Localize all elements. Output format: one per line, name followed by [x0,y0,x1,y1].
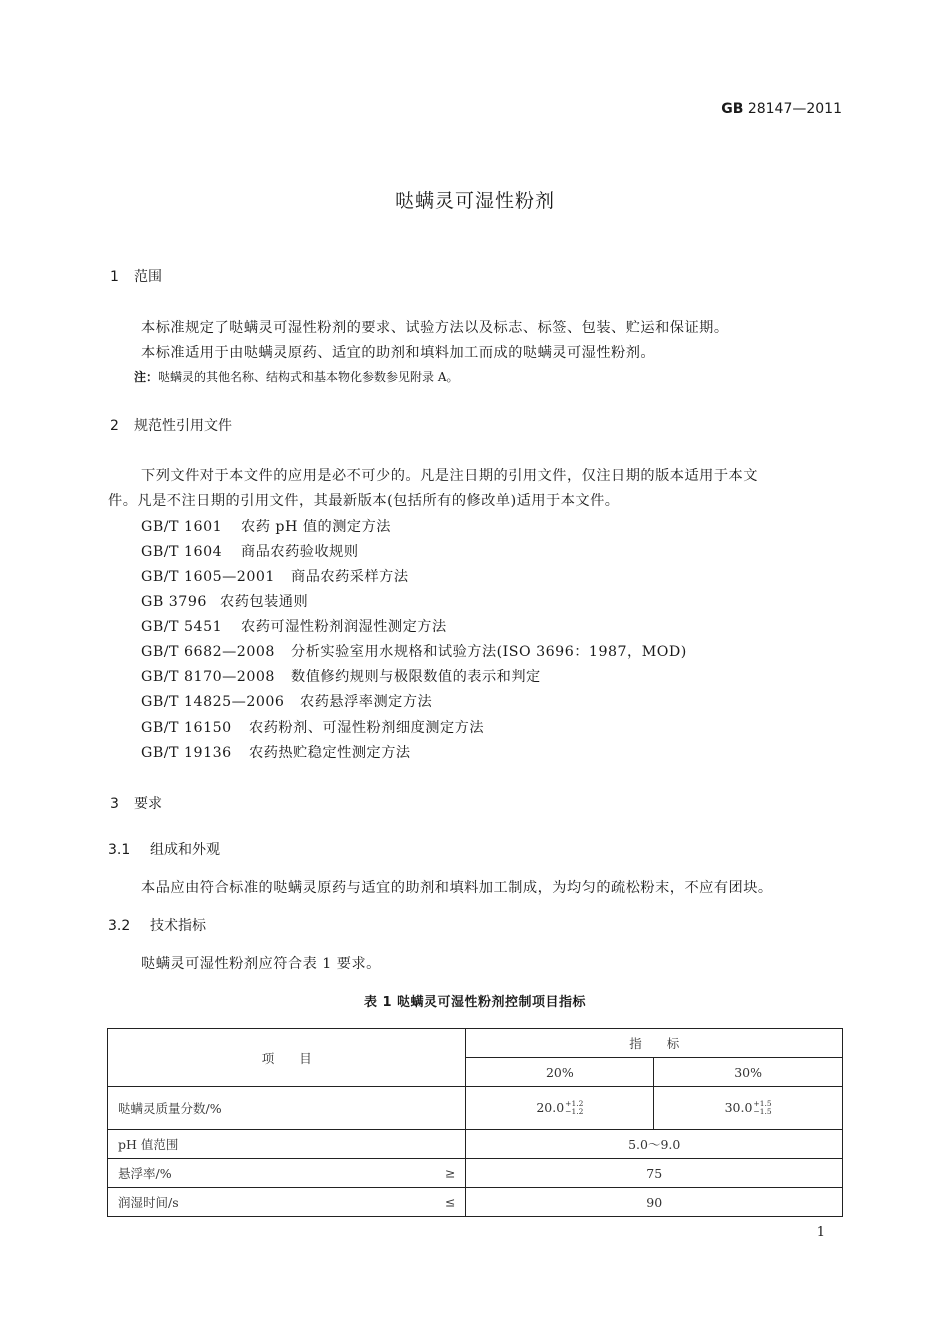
value-main: 20.0 [536,1099,565,1115]
ref-name: 农药悬浮率测定方法 [300,694,433,710]
ref-item [141,742,411,762]
ref-name: 商品农药采样方法 [291,569,409,585]
s1-note [134,368,459,385]
ref-code: GB/T 1601 [141,519,223,535]
s3-1-paragraph: 本品应由符合标准的哒螨灵原药与适宜的助剂和填料加工制成，为均匀的疏松粉末，不应有团块。 [141,880,773,896]
ref-code: GB/T 1604 [141,544,223,560]
ref-item [141,616,447,636]
s2-paragraph-line-2: 件。凡是不注日期的引用文件，其最新版本(包括所有的修改单)适用于本文件。 [108,493,620,509]
ref-name: 农药热贮稳定性测定方法 [249,745,411,761]
section-3-1-heading [108,839,220,859]
row-value: 75 [466,1159,843,1188]
tolerance [565,1100,583,1116]
ref-item [141,666,541,686]
section-3-2-heading [108,915,206,935]
table-row [108,1188,843,1217]
value-20-percent [466,1087,654,1130]
table-row [108,1130,843,1159]
ref-item [141,591,308,611]
standard-code: 28147—2011 [747,101,842,117]
section-title: 技术指标 [150,918,206,934]
section-number: 3.2 [108,918,131,934]
section-title: 范围 [134,269,162,285]
s1-paragraph-2: 本标准适用于由哒螨灵原药、适宜的助剂和填料加工而成的哒螨灵可湿性粉剂。 [141,345,656,361]
ref-name: 农药粉剂、可湿性粉剂细度测定方法 [249,720,485,736]
ref-code: GB/T 1605—2001 [141,569,275,585]
row-label: 润湿时间/s [118,1195,179,1210]
header-item: 项 目 [108,1029,466,1087]
row-label: 悬浮率/% [118,1166,172,1181]
row-label: pH 值范围 [108,1130,466,1159]
ref-code: GB 3796 [141,594,207,610]
tolerance [753,1100,771,1116]
table-row [108,1087,843,1130]
header-index: 指 标 [466,1029,843,1058]
note-label: 注： [134,370,159,384]
ref-name: 数值修约规则与极限数值的表示和判定 [291,669,541,685]
ref-item [141,516,391,536]
section-number: 3.1 [108,842,131,858]
ref-code: GB/T 5451 [141,619,223,635]
header-20-percent: 20% [466,1058,654,1087]
ref-code: GB/T 14825—2006 [141,694,285,710]
row-label-cell [108,1159,466,1188]
ref-name: 农药 pH 值的测定方法 [241,519,391,535]
standard-prefix: GB [721,101,744,117]
section-2-heading [110,415,232,435]
ref-name: 分析实验室用水规格和试验方法(ISO 3696：1987，MOD) [291,644,687,660]
ref-item [141,541,359,561]
comparison-symbol: ≤ [444,1194,456,1210]
ref-item [141,566,409,586]
ref-name: 农药可湿性粉剂润湿性测定方法 [241,619,447,635]
section-3-heading [110,793,162,813]
ref-name: 农药包装通则 [220,594,309,610]
ref-code: GB/T 19136 [141,745,232,761]
tolerance-upper: +1.2 [565,1099,584,1109]
ref-code: GB/T 8170—2008 [141,669,275,685]
row-label-cell [108,1188,466,1217]
tolerance-lower: −1.2 [565,1107,584,1117]
value-main: 30.0 [724,1099,753,1115]
indicator-table [107,1028,843,1217]
section-title: 组成和外观 [150,842,220,858]
table-row [108,1159,843,1188]
note-text: 哒螨灵的其他名称、结构式和基本物化参数参见附录 A。 [158,370,459,384]
row-value: 90 [466,1188,843,1217]
ref-item [141,641,687,661]
table-header-row [108,1029,843,1058]
ref-code: GB/T 6682—2008 [141,644,275,660]
ref-code: GB/T 16150 [141,720,232,736]
ref-item [141,691,432,711]
section-title: 要求 [134,796,162,812]
standard-number [721,101,842,117]
document-title: 哒螨灵可湿性粉剂 [394,190,555,212]
section-number: 3 [110,796,119,812]
comparison-symbol: ≥ [444,1165,456,1181]
tolerance-lower: −1.5 [753,1107,772,1117]
section-number: 1 [110,269,119,285]
s3-2-paragraph: 哒螨灵可湿性粉剂应符合表 1 要求。 [141,956,381,972]
ref-item [141,717,484,737]
s2-paragraph-line-1: 下列文件对于本文件的应用是必不可少的。凡是注日期的引用文件，仅注日期的版本适用于本文 [141,468,758,484]
row-value: 5.0～9.0 [466,1130,843,1159]
ref-name: 商品农药验收规则 [241,544,359,560]
section-number: 2 [110,418,119,434]
header-30-percent: 30% [654,1058,843,1087]
section-1-heading [110,266,162,286]
tolerance-upper: +1.5 [753,1099,772,1109]
value-30-percent [654,1087,843,1130]
s1-paragraph-1: 本标准规定了哒螨灵可湿性粉剂的要求、试验方法以及标志、标签、包装、贮运和保证期。 [141,320,729,336]
section-title: 规范性引用文件 [134,418,232,434]
page-number: 1 [816,1225,825,1240]
row-label: 哒螨灵质量分数/% [108,1087,466,1130]
table-caption: 表 1 哒螨灵可湿性粉剂控制项目指标 [363,995,587,1010]
